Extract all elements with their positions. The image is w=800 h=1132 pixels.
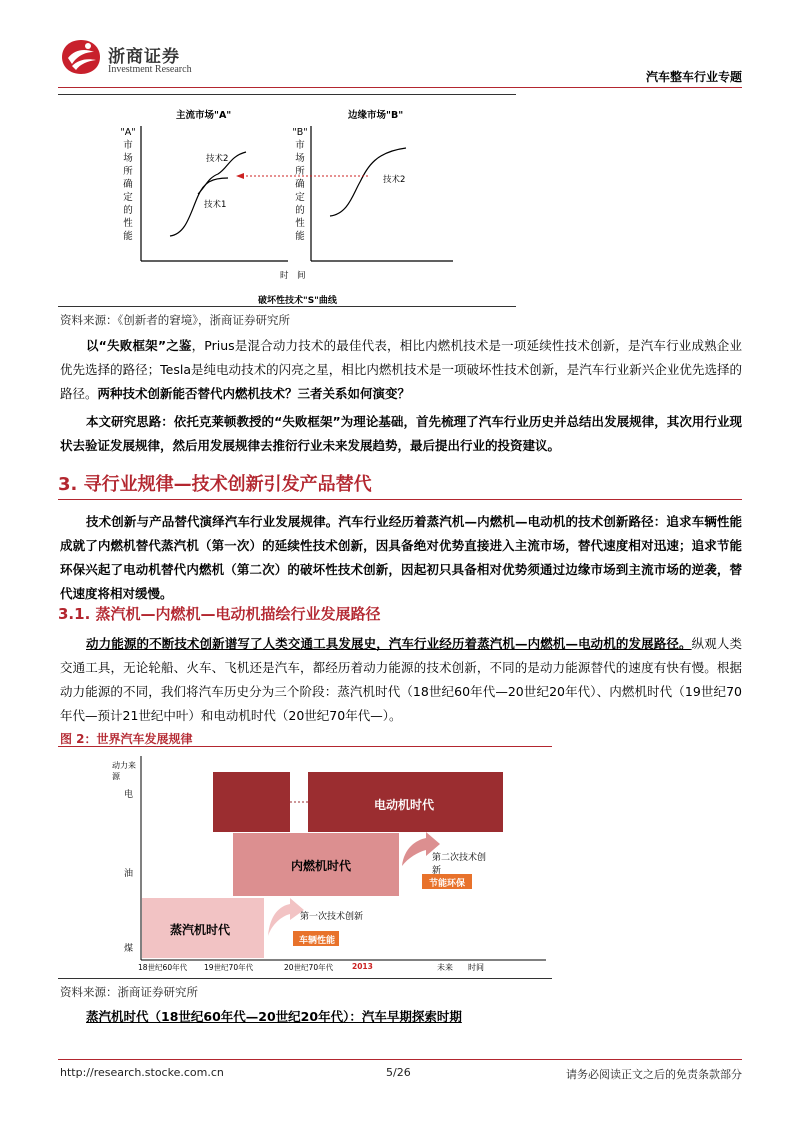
y-axis-char: "A" [120, 127, 136, 138]
x-axis-title: 时间 [468, 963, 484, 972]
tech2-label: 技术2 [206, 154, 229, 164]
y-axis-char: 市 [123, 140, 133, 151]
y-axis-char: 场 [295, 153, 305, 164]
paragraph-research-approach: 本文研究思路：依托克莱顿教授的“失败框架”为理论基础，首先梳理了汽车行业历史并总结出发展规律，其次用行业现状去验证发展规律，然后用发展规律去推衍行业未来发展趋势，最后提出行业的投资建议。 [60, 414, 742, 453]
y-label-oil: 油 [124, 869, 134, 879]
right-market-title: 边缘市场"B" [348, 110, 404, 121]
logo [60, 38, 102, 76]
footer-rule [58, 1059, 742, 1060]
second-innovation-label: 第二次技术创新 [432, 853, 487, 876]
figure1-top-rule [58, 94, 516, 95]
y-axis-char: 确 [295, 179, 305, 190]
section-3-paragraph: 技术创新与产品替代演绎汽车行业发展规律。汽车行业经历着蒸汽机—内燃机—电动机的技术创新路径：追求车辆性能成就了内燃机替代蒸汽机（第一次）的延续性技术创新，因具备绝对优势直接进入主流市场，替代速度相对迅速；追求节能环保兴起了电动机替代内燃机（第二次）的破坏性技术创新，因起初只具备相对优势须通过边缘市场到主流市场的逆袭，替代速度将相对缓慢。 [60, 514, 742, 601]
tech2-right-label: 技术2 [383, 175, 406, 185]
y-axis-char: 性 [123, 218, 133, 229]
y-axis-char: 所 [295, 166, 305, 177]
y-axis-char: "B" [292, 127, 308, 138]
figure1-source: 资料来源：《创新者的窘境》，浙商证券研究所 [60, 313, 290, 327]
company-name-en: Investment Research [108, 64, 192, 75]
figure2-label: 图 2：世界汽车发展规律 [60, 732, 193, 746]
era-steam-label: 蒸汽机时代 [170, 923, 231, 937]
y-axis-char: 场 [123, 153, 133, 164]
y-axis-char: 的 [295, 205, 305, 216]
y-axis-label: 动力来源 [112, 761, 136, 781]
y-label-electric: 电 [124, 790, 134, 800]
x-label-1970s: 20世纪70年代 [284, 963, 334, 972]
y-axis-char: 能 [123, 231, 133, 242]
x-label-2013: 2013 [352, 962, 373, 971]
ev-early-bar [213, 772, 290, 832]
steam-era-heading: 蒸汽机时代（18世纪60年代—20世纪20年代）：汽车早期探索时期 [86, 1009, 462, 1024]
second-innovation-tag: 节能环保 [428, 879, 465, 889]
right-y-axis-label [290, 126, 310, 243]
y-axis-char: 定 [123, 192, 133, 203]
y-axis-char: 市 [295, 140, 305, 151]
y-axis-char: 所 [123, 166, 133, 177]
header-rule [58, 87, 742, 88]
y-label-coal: 煤 [124, 944, 134, 954]
x-label-1870s: 19世纪70年代 [204, 963, 254, 972]
figure2-source: 资料来源：浙商证券研究所 [60, 985, 198, 999]
figure2-bottom-rule [58, 978, 552, 979]
first-innovation-tag: 车辆性能 [298, 936, 335, 946]
era-ice-label: 内燃机时代 [291, 859, 352, 873]
x-label-1760s: 18世纪60年代 [138, 963, 188, 972]
footer-url[interactable]: http://research.stocke.com.cn [60, 1066, 224, 1079]
report-type: 汽车整车行业专题 [645, 70, 742, 84]
page-number: 5/26 [386, 1066, 411, 1079]
logo-icon [60, 38, 102, 76]
y-axis-char: 的 [123, 205, 133, 216]
first-innovation-label: 第一次技术创新 [300, 912, 364, 922]
section-3-1-title: 3.1. 蒸汽机—内燃机—电动机描绘行业发展路径 [58, 605, 381, 623]
section-3-title: 3. 寻行业规律—技术创新引发产品替代 [58, 474, 372, 495]
figure2-top-rule [58, 746, 552, 747]
y-axis-char: 确 [123, 179, 133, 190]
section-3-rule [58, 499, 742, 500]
company-name-cn: 浙商证券 [108, 47, 180, 67]
paragraph-failure-framework: 以“失败框架”之鉴，Prius是混合动力技术的最佳代表，相比内燃机技术是一项延续性技术创新，是汽车行业成熟企业优先选择的路径；Tesla是纯电动技术的闪亮之星，相比内燃机技术是一项破坏性技术创新，是汽车行业新兴企业优先选择的路径。两种技术创新能否替代内燃机技术？三者关系如何演变？ [60, 338, 742, 401]
footer-disclaimer: 请务必阅读正文之后的免责条款部分 [566, 1068, 742, 1081]
y-axis-char: 定 [295, 192, 305, 203]
first-innovation-arrow [268, 898, 304, 936]
y-axis-char: 能 [295, 231, 305, 242]
figure1-caption: 破坏性技术"S"曲线 [258, 296, 337, 306]
era-ev-label: 电动机时代 [374, 798, 435, 812]
tech1-label: 技术1 [204, 200, 227, 210]
figure1-bottom-rule [58, 306, 516, 307]
left-y-axis-label [118, 126, 138, 243]
y-axis-char: 性 [295, 218, 305, 229]
left-market-title: 主流市场"A" [176, 110, 232, 121]
time-axis-label: 时 间 [280, 271, 306, 281]
x-label-future: 未来 [437, 963, 453, 972]
section-3-1-paragraph: 动力能源的不断技术创新谱写了人类交通工具发展史，汽车行业经历着蒸汽机—内燃机—电动机的发展路径。纵观人类交通工具，无论轮船、火车、飞机还是汽车，都经历着动力能源的技术创新，不同的是动力能源替代的速度有快有慢。根据动力能源的不同，我们将汽车历史分为三个阶段：蒸汽机时代（18世纪60年代—20世纪20年代）、内燃机时代（19世纪70年代—预计21世纪中叶）和电动机时代（20世纪70年代—）。 [60, 636, 742, 723]
